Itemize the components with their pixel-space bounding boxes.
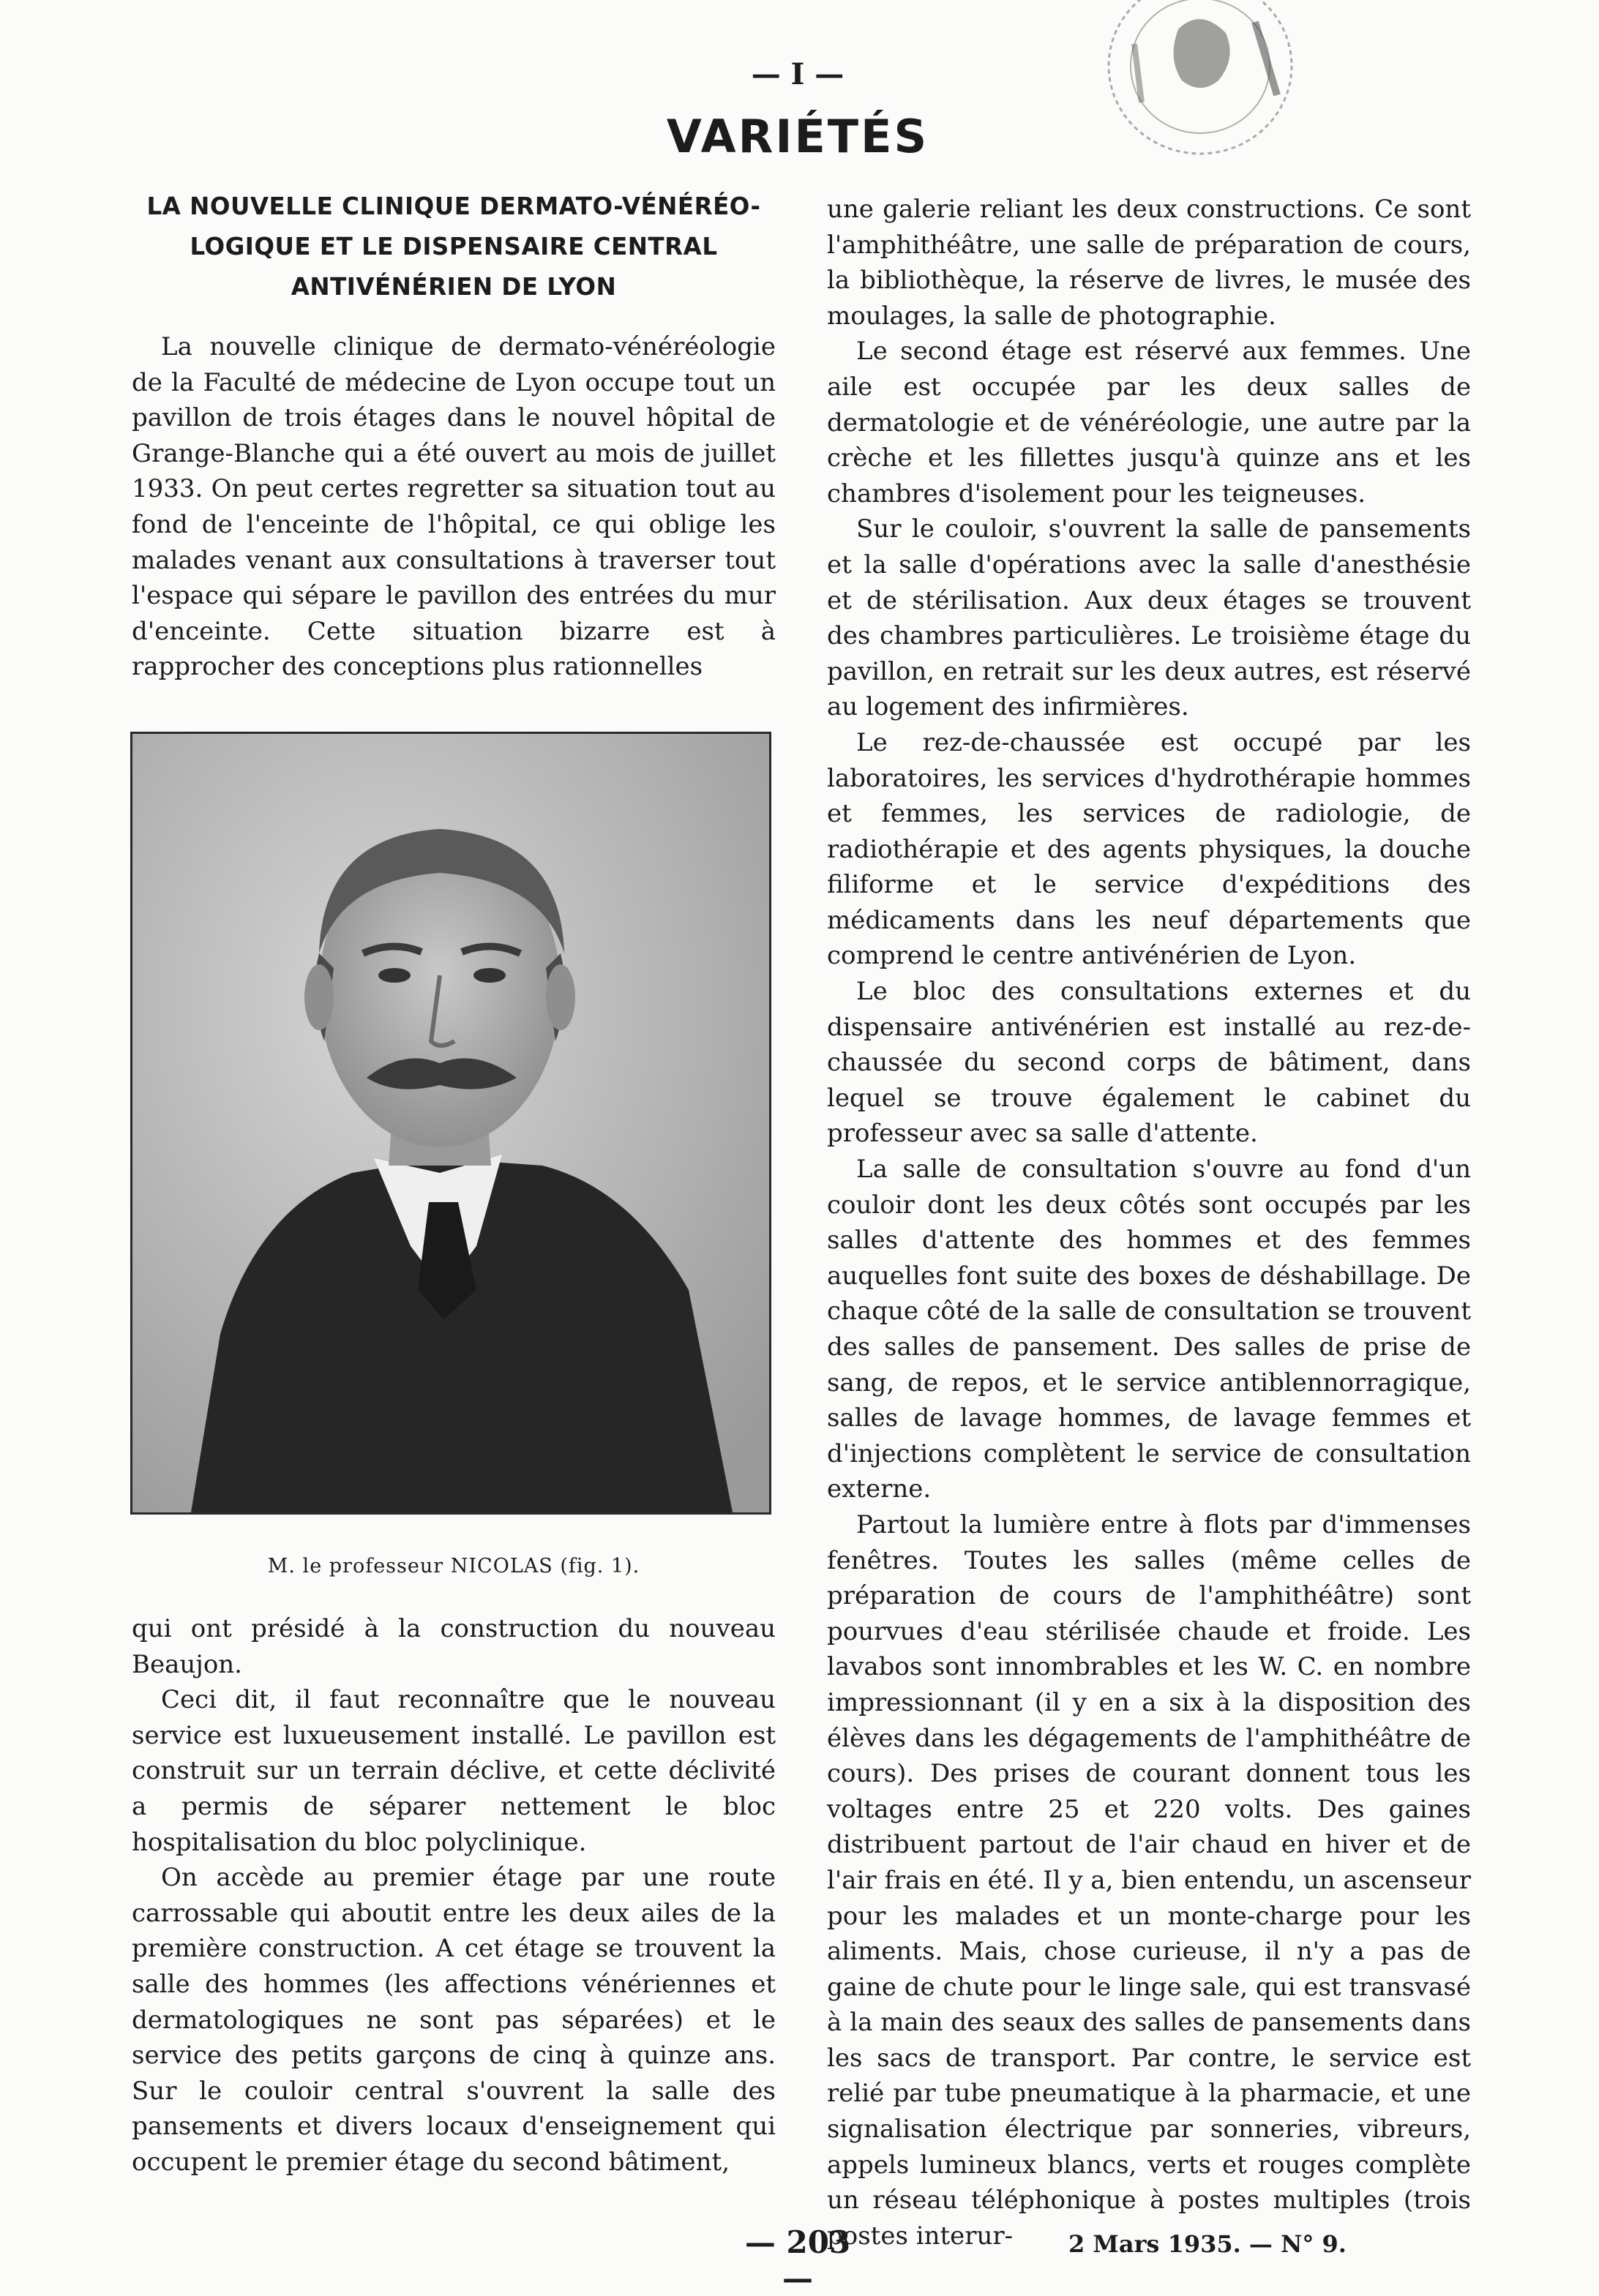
paragraph: La salle de consultation s'ouvre au fond d'un couloir dont les deux côtés sont occupés par les salles d'attente des hommes et des femmes auquelles font suite des boxes de déshabillage. De chaque côté de la salle de consultation se trouvent des salles de pansement. Des salles de prise de sang, de repos, et le service antiblennorragique, salles de lavage hommes, de lavage femmes et d'injections complètent le service de consultation externe. bbox=[827, 1155, 1471, 1504]
article-title bbox=[128, 187, 779, 307]
portrait-photo bbox=[130, 732, 771, 1515]
footer-date-issue: 2 Mars 1935. — N° 9. bbox=[1068, 2230, 1347, 2258]
footer-page-number: — 203 — bbox=[744, 2224, 851, 2296]
right-column bbox=[827, 192, 1471, 2254]
paragraph: La nouvelle clinique de dermato-vénéréologie de la Faculté de médecine de Lyon occupe tout un pavillon de trois étages dans le nouvel hôpital de Grange-Blanche qui a été ouvert au mois de juillet 1933. On peut certes regretter sa situation tout au fond de l'enceinte de l'hôpital, ce qui oblige les malades venant aux consultations à traverser tout l'espace qui sépare le pavillon des entrées du mur d'enceinte. Cette situation bizarre est à rapprocher des conceptions plus rationnelles bbox=[132, 332, 776, 682]
left-column-bottom bbox=[132, 1611, 776, 2180]
paragraph: Le rez-de-chaussée est occupé par les laboratoires, les services d'hydrothérapie hommes et femmes, les services de radiologie, de radiothérapie et des agents physiques, la douche filiforme et le service d'expéditions des médicaments dans les neuf départements que comprend le centre antivénérien de Lyon. bbox=[827, 727, 1471, 971]
figure-caption: M. le professeur NICOLAS (fig. 1). bbox=[267, 1555, 640, 1577]
portrait-image bbox=[132, 734, 769, 1512]
paragraph: Partout la lumière entre à flots par d'immenses fenêtres. Toutes les salles (même celles de préparation de cours de l'amphithéâtre) sont pourvues d'eau stérilisée chaude et froide. Les lavabos sont innombrables et les W. C. en nombre impressionnant (il y en a six à la disposition des élèves dans les dégagements de l'amphithéâtre de cours). Des prises de courant donnent tous les voltages entre 25 et 220 volts. Des gaines distribuent partout de l'air chaud en hiver et de l'air frais en été. Il y a, bien entendu, un ascenseur pour les malades et un monte-charge pour les aliments. Mais, chose curieuse, il n'y a pas de gaine de chute pour le linge sale, qui est transvasé à la main des seaux des salles de pansements dans les sacs de transport. Par contre, le service est relié par tube pneumatique à la pharmacie, et une signalisation électrique par sonneries, vibreurs, appels lumineux blancs, verts et rouges complète un réseau téléphonique à postes multiples (trois postes interur- bbox=[827, 1509, 1471, 2251]
paragraph: On accède au premier étage par une route carrossable qui aboutit entre les deux ailes de la première construction. A cet étage se trouvent la salle des hommes (les affections vénériennes et dermatologiques ne sont pas séparées) et le service des petits garçons de cinq à quinze ans. Sur le couloir central s'ouvrent la salle des pansements et divers locaux d'enseignement qui occupent le premier étage du second bâtiment, bbox=[132, 1863, 776, 2177]
library-stamp bbox=[1090, 0, 1303, 176]
paragraph: Le second étage est réservé aux femmes. Une aile est occupée par les deux salles de dermatologie et de vénéréologie, une autre par la crèche et les fillettes jusqu'à quinze ans et les chambres d'isolement pour les teigneuses. bbox=[827, 337, 1471, 509]
paragraph: Ceci dit, il faut reconnaître que le nouveau service est luxueusement installé. Le pavillon est construit sur un terrain déclive, et cette déclivité a permis de séparer nettement le bloc hospitalisation du bloc polyclinique. bbox=[132, 1685, 776, 1857]
paragraph: Sur le couloir, s'ouvrent la salle de pansements et la salle d'opérations avec la salle d'anesthésie et de stérilisation. Aux deux étages se trouvent des chambres particulières. Le troisième étage du pavillon, en retrait sur les deux autres, est réservé au logement des infirmières. bbox=[827, 514, 1471, 722]
article-title-line: LOGIQUE ET LE DISPENSAIRE CENTRAL bbox=[190, 233, 718, 260]
section-title: VARIÉTÉS bbox=[666, 110, 929, 163]
article-title-line: ANTIVÉNÉRIEN DE LYON bbox=[291, 273, 617, 301]
page-marker: — I — bbox=[751, 57, 845, 91]
article-title-line: LA NOUVELLE CLINIQUE DERMATO-VÉNÉRÉO- bbox=[146, 192, 761, 220]
stamp-seal-icon bbox=[1090, 0, 1303, 176]
paragraph: qui ont présidé à la construction du nouveau Beaujon. bbox=[132, 1614, 776, 1679]
left-column-top bbox=[132, 329, 776, 685]
paragraph: une galerie reliant les deux constructions. Ce sont l'amphithéâtre, une salle de préparation de cours, la bibliothèque, la réserve de livres, le musée des moulages, la salle de photographie. bbox=[827, 195, 1471, 331]
paragraph: Le bloc des consultations externes et du dispensaire antivénérien est installé au rez-de-chaussée du second corps de bâtiment, dans lequel se trouve également le cabinet du professeur avec sa salle d'attente. bbox=[827, 977, 1471, 1149]
